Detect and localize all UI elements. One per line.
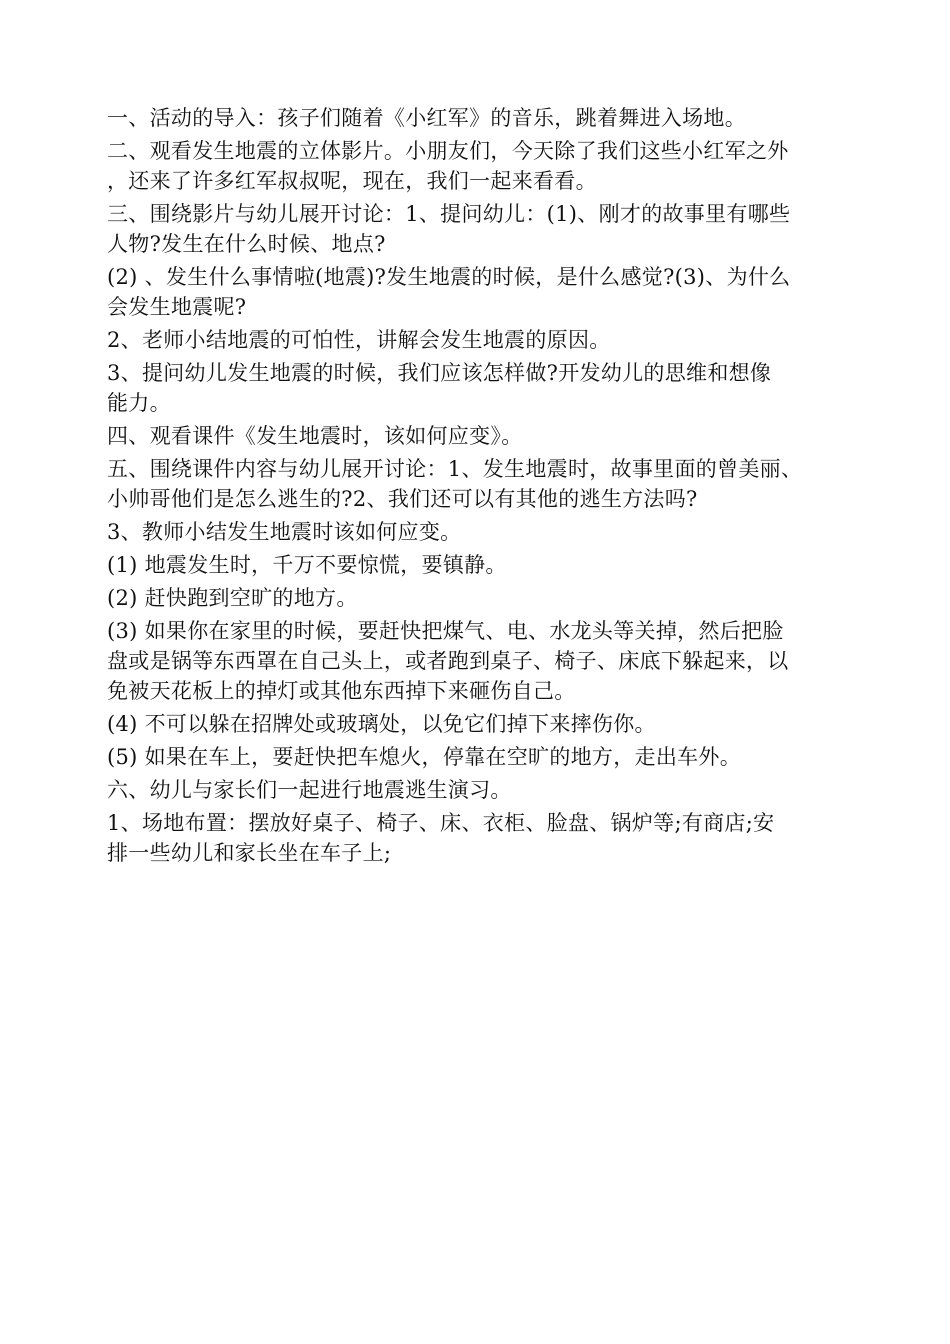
paragraph — [107, 421, 867, 451]
text-line: 3、教师小结发生地震时该如何应变。 — [107, 520, 462, 544]
paragraph — [107, 325, 867, 355]
text-line: (5) 如果在车上，要赶快把车熄火，停靠在空旷的地方，走出车外。 — [107, 745, 742, 769]
paragraph — [107, 199, 867, 259]
text-line: 2、老师小结地震的可怕性，讲解会发生地震的原因。 — [107, 328, 611, 352]
text-line: (1) 地震发生时，千万不要惊慌，要镇静。 — [107, 553, 507, 577]
paragraph — [107, 517, 867, 547]
text-line: 人物?发生在什么时候、地点? — [107, 232, 386, 256]
text-line: 排一些幼儿和家长坐在车子上; — [107, 841, 392, 865]
text-line: 小帅哥他们是怎么逃生的?2、我们还可以有其他的逃生方法吗? — [107, 487, 698, 511]
text-line: 一、活动的导入：孩子们随着《小红军》的音乐，跳着舞进入场地。 — [107, 106, 746, 130]
text-line: ，还来了许多红军叔叔呢，现在，我们一起来看看。 — [107, 169, 597, 193]
text-line: 四、观看课件《发生地震时，该如何应变》。 — [107, 424, 523, 448]
paragraph — [107, 808, 867, 868]
paragraph — [107, 616, 867, 706]
text-line: (2) 、发生什么事情啦(地震)?发生地震的时候，是什么感觉?(3)、为什么 — [107, 265, 791, 289]
text-line: (3) 如果你在家里的时候，要赶快把煤气、电、水龙头等关掉，然后把脸 — [107, 619, 784, 643]
text-line: 二、观看发生地震的立体影片。小朋友们，今天除了我们这些小红军之外 — [107, 139, 789, 163]
paragraph — [107, 136, 867, 196]
paragraph — [107, 583, 867, 613]
paragraph — [107, 550, 867, 580]
text-line: 盘或是锅等东西罩在自己头上，或者跑到桌子、椅子、床底下躲起来，以 — [107, 649, 789, 673]
text-line: 三、围绕影片与幼儿展开讨论：1、提问幼儿：(1)、刚才的故事里有哪些 — [107, 202, 791, 226]
text-line: (4) 不可以躲在招牌处或玻璃处，以免它们掉下来摔伤你。 — [107, 712, 656, 736]
paragraph — [107, 262, 867, 322]
text-line: 3、提问幼儿发生地震的时候，我们应该怎样做?开发幼儿的思维和想像 — [107, 361, 772, 385]
paragraph — [107, 775, 867, 805]
text-line: 能力。 — [107, 391, 171, 415]
text-line: 会发生地震呢? — [107, 295, 247, 319]
text-line: 1、场地布置：摆放好桌子、椅子、床、衣柜、脸盘、锅炉等;有商店;安 — [107, 811, 775, 835]
paragraph — [107, 454, 867, 514]
paragraph — [107, 742, 867, 772]
text-line: (2) 赶快跑到空旷的地方。 — [107, 586, 358, 610]
document-body — [107, 103, 867, 871]
paragraph — [107, 709, 867, 739]
text-line: 六、幼儿与家长们一起进行地震逃生演习。 — [107, 778, 512, 802]
text-line: 免被天花板上的掉灯或其他东西掉下来砸伤自己。 — [107, 679, 576, 703]
paragraph — [107, 358, 867, 418]
text-line: 五、围绕课件内容与幼儿展开讨论：1、发生地震时，故事里面的曾美丽、 — [107, 457, 803, 481]
paragraph — [107, 103, 867, 133]
